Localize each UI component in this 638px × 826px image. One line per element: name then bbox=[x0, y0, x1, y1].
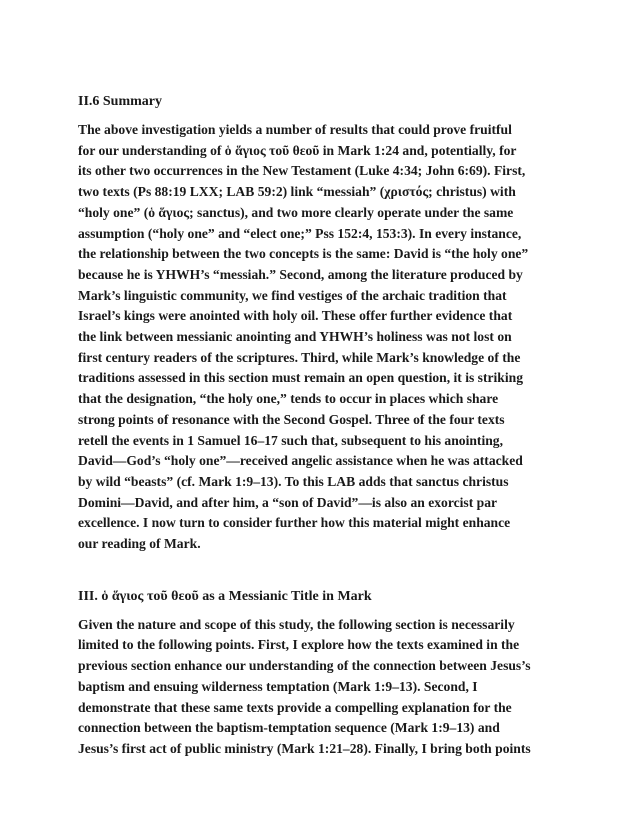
text-line: that the designation, “the holy one,” tends to occur in places which share bbox=[78, 391, 499, 407]
summary-paragraph bbox=[78, 120, 558, 555]
text-line: Mark’s linguistic community, we find vestiges of the archaic tradition that bbox=[78, 287, 507, 303]
text-line: baptism and ensuing wilderness temptation (Mark 1:9–13). Second, I bbox=[78, 678, 478, 694]
text-line: The above investigation yields a number of results that could prove fruitful bbox=[78, 122, 512, 137]
messianic-title-paragraph bbox=[78, 615, 558, 760]
text-line: by wild “beasts” (cf. Mark 1:9–13). To this LAB adds that sanctus christus bbox=[78, 473, 509, 489]
text-line: traditions assessed in this section must remain an open question, it is striking bbox=[78, 370, 524, 386]
text-line: “holy one” (ὁ ἅγιος; sanctus), and two more clearly operate under the same bbox=[78, 204, 514, 220]
text-line: connection between the baptism-temptation sequence (Mark 1:9–13) and bbox=[78, 720, 500, 736]
document-page bbox=[78, 92, 558, 760]
text-line: two texts (Ps 88:19 LXX; LAB 59:2) link “messiah” (χριστός; christus) with bbox=[78, 184, 516, 200]
text-line: Domini—David, and after him, a “son of David”—is also an exorcist par bbox=[78, 494, 498, 510]
text-line: excellence. I now turn to consider further how this material might enhance bbox=[78, 515, 511, 531]
section-heading-messianic-title: III. ὁ ἅγιος τοῦ θεοῦ as a Messianic Title in Mark bbox=[78, 588, 372, 604]
text-line: assumption (“holy one” and “elect one;” Pss 152:4, 153:3). In every instance, bbox=[78, 225, 522, 241]
text-line: limited to the following points. First, I explore how the texts examined in the bbox=[78, 637, 520, 653]
text-line: first century readers of the scriptures. Third, while Mark’s knowledge of the bbox=[78, 349, 521, 365]
text-line: strong points of resonance with the Second Gospel. Three of the four texts bbox=[78, 411, 505, 427]
text-line: its other two occurrences in the New Testament (Luke 4:34; John 6:69). First, bbox=[78, 163, 526, 179]
text-line: Given the nature and scope of this study, the following section is necessarily bbox=[78, 616, 515, 632]
text-line: previous section enhance our understanding of the connection between Jesus’s bbox=[78, 658, 531, 674]
text-line: Israel’s kings were anointed with holy oil. These offer further evidence that bbox=[78, 308, 513, 324]
text-line: retell the events in 1 Samuel 16–17 such that, subsequent to his anointing, bbox=[78, 432, 503, 448]
text-line: our reading of Mark. bbox=[78, 536, 201, 552]
text-line: because he is YHWH’s “messiah.” Second, among the literature produced by bbox=[78, 266, 523, 282]
text-line: Jesus’s first act of public ministry (Mark 1:21–28). Finally, I bring both points bbox=[78, 740, 531, 756]
text-line: for our understanding of ὁ ἅγιος τοῦ θεοῦ in Mark 1:24 and, potentially, for bbox=[78, 142, 517, 158]
text-line: David—God’s “holy one”—received angelic assistance when he was attacked bbox=[78, 453, 523, 469]
text-line: demonstrate that these same texts provide a compelling explanation for the bbox=[78, 699, 512, 715]
text-line: the link between messianic anointing and YHWH’s holiness was not lost on bbox=[78, 329, 512, 345]
section-heading-summary: II.6 Summary bbox=[78, 94, 163, 109]
text-line: the relationship between the two concepts is the same: David is “the holy one” bbox=[78, 246, 529, 262]
